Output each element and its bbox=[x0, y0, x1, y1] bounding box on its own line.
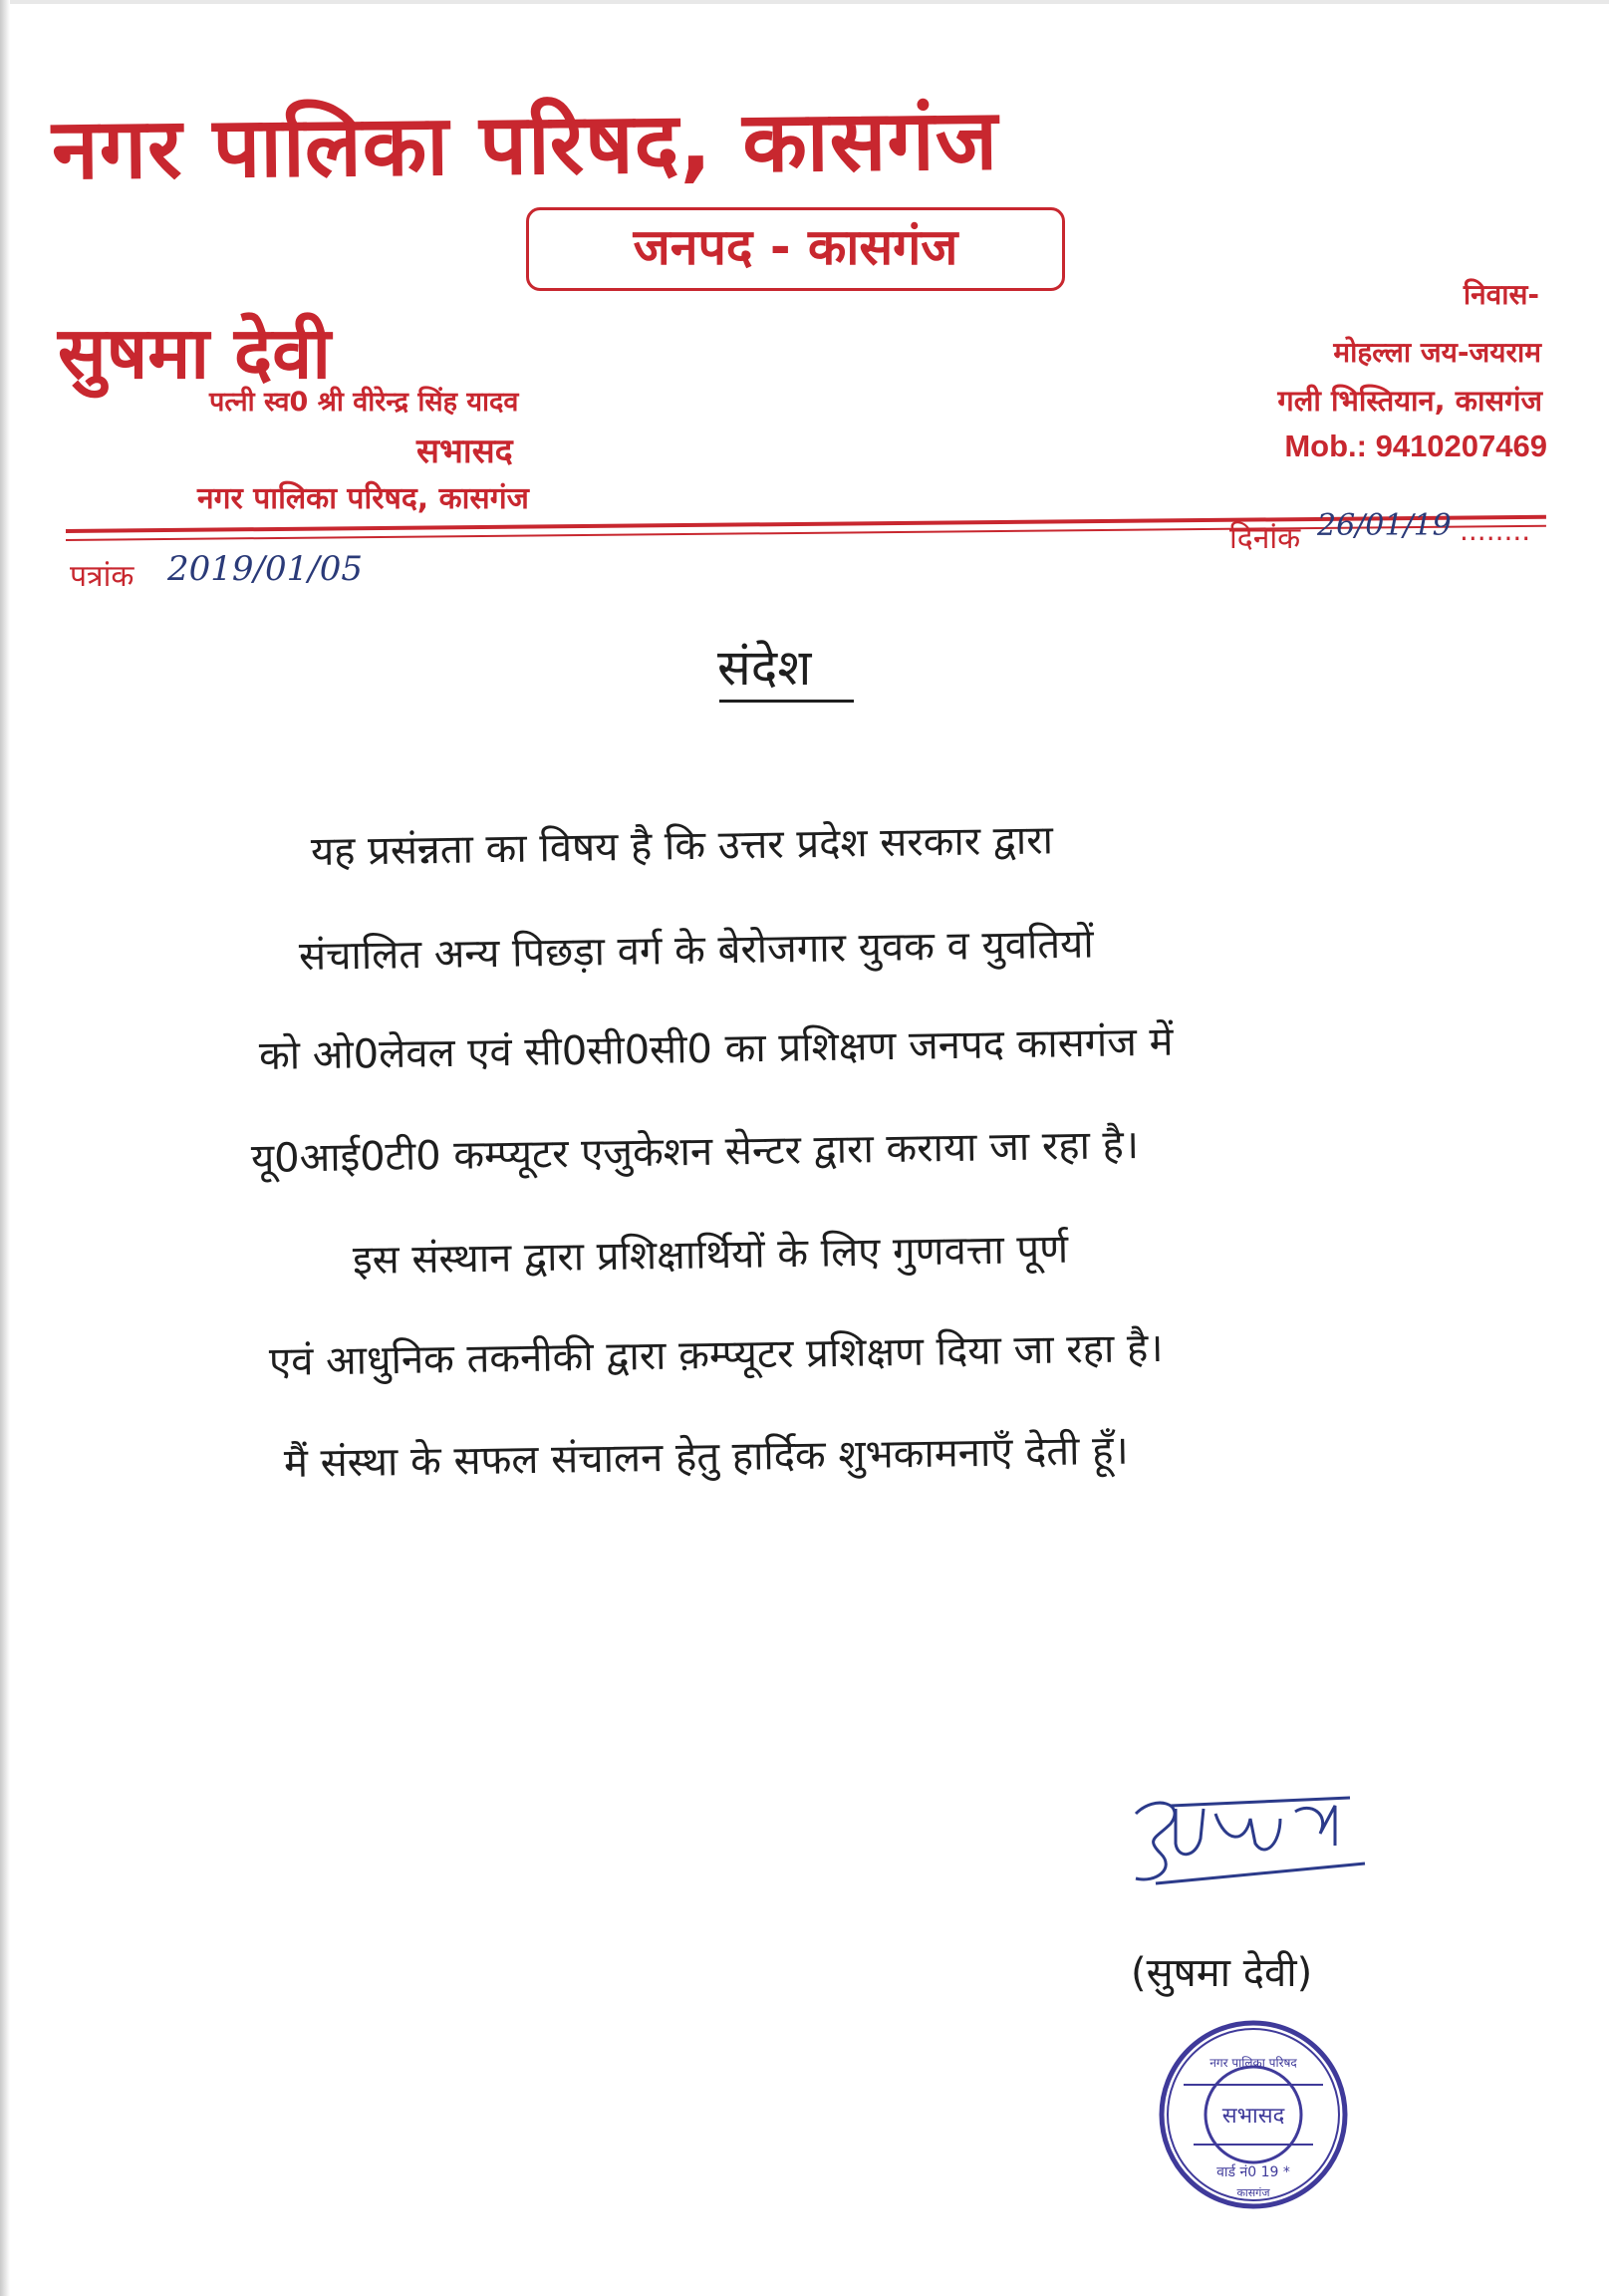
message-line: को ओ0लेवल एवं सी0सी0सी0 का प्रशिक्षण जनपद कासगंज में bbox=[258, 1018, 1174, 1079]
svg-text:सभासद: सभासद bbox=[1221, 2104, 1285, 2129]
mobile-number: Mob.: 9410207469 bbox=[1284, 429, 1547, 463]
message-line: एवं आधुनिक तकनीकी द्वारा क़म्प्यूटर प्रशिक्षण दिया जा रहा है। bbox=[268, 1324, 1164, 1385]
message-line: इस संस्थान द्वारा प्रशिक्षार्थियों के लिए गुणवत्ता पूर्ण bbox=[352, 1226, 1069, 1284]
reference-label: पत्रांक bbox=[70, 559, 134, 594]
member-relation: पत्नी स्व0 श्री वीरेन्द्र सिंह यादव bbox=[209, 387, 519, 418]
title-underline bbox=[719, 700, 854, 703]
svg-text:वार्ड नं0 19 *: वार्ड नं0 19 * bbox=[1216, 2164, 1290, 2180]
date-dots: ........ bbox=[1460, 514, 1531, 547]
message-line: मैं संस्था के सफल संचालन हेतु हार्दिक शुभकामनाएँ देती हूँ। bbox=[283, 1427, 1129, 1487]
message-line: यू0आई0टी0 कम्प्यूटर एजुकेशन सेन्टर द्वारा कराया जा रहा है। bbox=[250, 1122, 1140, 1182]
address-label: निवास- bbox=[1463, 278, 1539, 311]
official-seal bbox=[1154, 2015, 1353, 2214]
date-value: 26/01/19 bbox=[1317, 508, 1452, 543]
reference-number: 2019/01/05 bbox=[167, 549, 363, 589]
page-top-edge bbox=[0, 0, 1609, 4]
address-line-2: गली भिस्तियान, कासगंज bbox=[1277, 384, 1542, 418]
district-box: जनपद - कासगंज bbox=[526, 207, 1065, 291]
message-line: संचालित अन्य पिछड़ा वर्ग के बेरोजगार युवक व युवतियों bbox=[298, 921, 1095, 980]
member-council: नगर पालिका परिषद, कासगंज bbox=[197, 481, 529, 516]
organization-title: नगर पालिका परिषद, कासगंज bbox=[51, 90, 999, 198]
handwritten-signature bbox=[1116, 1784, 1375, 1893]
message-title: संदेश bbox=[717, 639, 812, 697]
svg-text:नगर पालिका परिषद: नगर पालिका परिषद bbox=[1209, 2056, 1297, 2070]
member-name: सुषमा देवी bbox=[58, 311, 331, 395]
date-label: दिनांक bbox=[1229, 521, 1301, 556]
svg-text:कासगंज: कासगंज bbox=[1236, 2186, 1270, 2199]
member-designation: सभासद bbox=[416, 431, 513, 471]
page-left-edge bbox=[0, 0, 10, 2296]
message-line: यह प्रसंन्नता का विषय है कि उत्तर प्रदेश सरकार द्वारा bbox=[310, 817, 1054, 875]
address-line-1: मोहल्ला जय-जयराम bbox=[1333, 336, 1541, 369]
signatory-name: (सुषमा देवी) bbox=[1131, 1950, 1313, 1996]
